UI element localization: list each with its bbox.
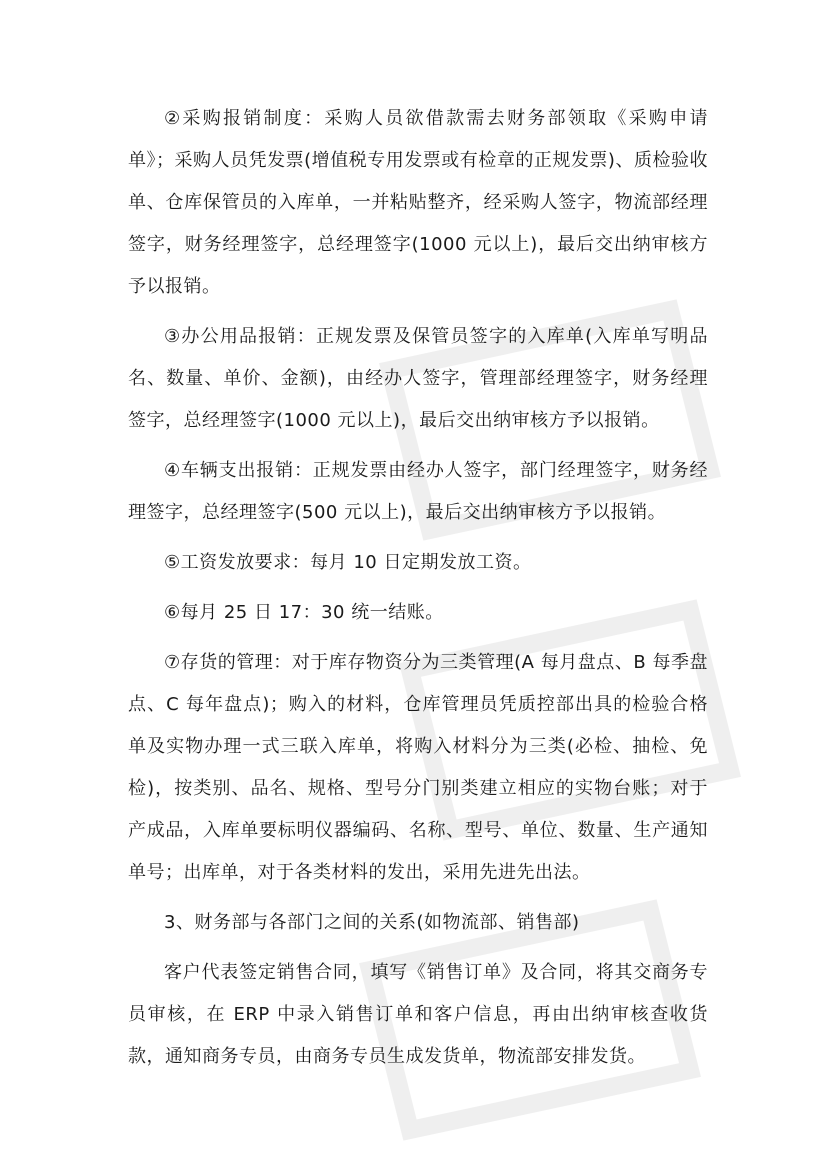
paragraph-monthly-closing: ⑥每月 25 日 17：30 统一结账。	[164, 602, 444, 623]
paragraph-sales-process: 客户代表签定销售合同，填写《销售订单》及合同，将其交商务专员审核，在 ERP 中录入销售订单和客户信息，再由出纳审核查收货款，通知商务专员，由商务专员生成发货单，物流部安排发货。	[128, 962, 708, 1067]
paragraph-salary-payment: ⑤工资发放要求：每月 10 日定期发放工资。	[164, 552, 532, 573]
paragraph-purchase-reimbursement: ②采购报销制度：采购人员欲借款需去财务部领取《采购申请单》；采购人员凭发票(增值税专用发票或有检章的正规发票)、质检验收单、仓库保管员的入库单，一并粘贴整齐，经采购人签字，物流部经理签字，财务经理签字，总经理签字(1000 元以上)，最后交出纳审核方予以报销。	[128, 108, 708, 297]
section-heading-department-relations: 3、财务部与各部门之间的关系(如物流部、销售部)	[164, 912, 580, 933]
paragraph-inventory-management: ⑦存货的管理：对于库存物资分为三类管理(A 每月盘点、B 每季盘点、C 每年盘点)；购入的材料，仓库管理员凭质控部出具的检验合格单及实物办理一式三联入库单，将购入材料分为三类(必检、抽检、免检)，按类别、品名、规格、型号分门别类建立相应的实物台账；对于产成品，入库单要标明仪器编码、名称、型号、单位、数量、生产通知单号；出库单，对于各类材料的发出，采用先进先出法。	[128, 652, 708, 883]
paragraph-office-supplies-reimbursement: ③办公用品报销：正规发票及保管员签字的入库单(入库单写明品名、数量、单价、金额)，由经办人签字，管理部经理签字，财务经理签字，总经理签字(1000 元以上)，最后交出纳审核方予以报销。	[128, 326, 708, 431]
document-body	[128, 98, 708, 1086]
paragraph-vehicle-expense-reimbursement: ④车辆支出报销：正规发票由经办人签字，部门经理签字，财务经理签字，总经理签字(500 元以上)，最后交出纳审核方予以报销。	[128, 460, 708, 523]
